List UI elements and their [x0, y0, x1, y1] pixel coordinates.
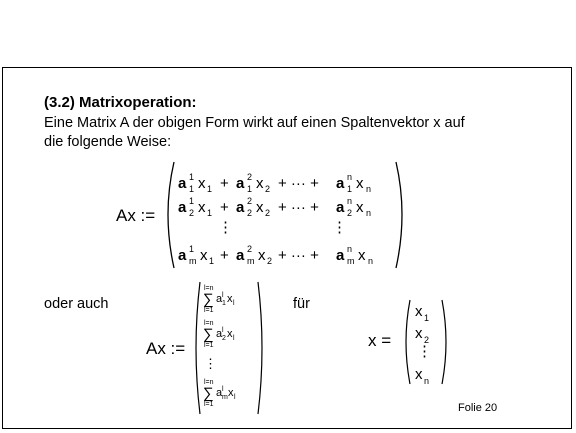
slide-number: Folie 20 — [458, 402, 498, 414]
svg-text:+: + — [220, 247, 229, 264]
svg-text:2: 2 — [247, 196, 253, 206]
svg-text:x: x — [415, 325, 423, 342]
fuer-text: für — [293, 296, 310, 312]
svg-text:a: a — [178, 247, 187, 264]
svg-text:∑: ∑ — [203, 291, 214, 308]
svg-text:1: 1 — [189, 196, 195, 206]
svg-text:x: x — [415, 366, 423, 383]
svg-text:n: n — [347, 172, 353, 182]
svg-text:2: 2 — [222, 335, 226, 342]
svg-text:2: 2 — [424, 335, 430, 345]
svg-text:m: m — [189, 256, 197, 266]
svg-text:2: 2 — [247, 172, 253, 182]
svg-text:n: n — [366, 184, 372, 194]
svg-text:x: x — [415, 303, 423, 320]
svg-text:x: x — [356, 175, 364, 192]
svg-text:l=1: l=1 — [204, 401, 214, 408]
svg-text:+: + — [220, 175, 229, 192]
matrix-row-1 — [178, 172, 371, 194]
section-title: (3.2) Matrixoperation: — [44, 94, 197, 111]
svg-text:n: n — [347, 196, 353, 206]
svg-text:x: x — [200, 247, 208, 264]
svg-text:l=1: l=1 — [204, 342, 214, 349]
svg-text:+ ··· +: + ··· + — [278, 247, 319, 264]
svg-text:m: m — [247, 256, 255, 266]
svg-text:l: l — [222, 327, 224, 334]
intro-text — [44, 114, 544, 152]
svg-text:n: n — [347, 244, 353, 254]
svg-text:l: l — [222, 292, 224, 299]
matrix-row-m — [178, 244, 373, 266]
svg-text:⋮: ⋮ — [417, 343, 432, 360]
svg-text:l: l — [233, 300, 235, 307]
svg-text:m: m — [222, 394, 228, 401]
sum-entry-m — [203, 379, 236, 408]
right-paren — [258, 282, 262, 414]
matrix-vdots — [218, 219, 347, 236]
sum-entry-2 — [203, 320, 235, 349]
svg-text:l: l — [233, 335, 235, 342]
svg-text:2: 2 — [265, 184, 271, 194]
intro-line-1: Eine Matrix A der obigen Form wirkt auf einen Spaltenvektor x auf — [44, 115, 465, 131]
svg-text:a: a — [336, 175, 345, 192]
svg-text:2: 2 — [265, 208, 271, 218]
svg-text:a: a — [236, 175, 245, 192]
svg-text:x: x — [258, 247, 266, 264]
svg-text:l=n: l=n — [204, 320, 214, 327]
svg-text:l=1: l=1 — [204, 307, 214, 314]
svg-text:a: a — [216, 328, 223, 340]
svg-text:n: n — [424, 376, 430, 386]
svg-text:⋮: ⋮ — [218, 219, 233, 236]
matrix-product-formula — [160, 158, 410, 273]
sum-vdots: ⋮ — [204, 356, 217, 371]
ax-definition-label: Ax := — [116, 206, 156, 225]
intro-line-2: die folgende Weise: — [44, 134, 172, 150]
svg-text:a: a — [336, 247, 345, 264]
svg-text:x: x — [358, 247, 366, 264]
svg-text:1: 1 — [209, 256, 215, 266]
svg-text:a: a — [178, 175, 187, 192]
svg-text:+ ··· +: + ··· + — [278, 175, 319, 192]
svg-text:a: a — [336, 199, 345, 216]
svg-text:1: 1 — [207, 184, 213, 194]
column-vector-x — [402, 298, 452, 388]
left-paren — [406, 300, 410, 384]
right-paren — [442, 300, 446, 384]
svg-text:x: x — [198, 199, 206, 216]
svg-text:x: x — [198, 175, 206, 192]
sum-notation-vector — [192, 280, 272, 420]
svg-text:x: x — [227, 293, 233, 305]
svg-text:l=n: l=n — [204, 379, 214, 386]
svg-text:1: 1 — [189, 184, 195, 194]
svg-text:l: l — [234, 394, 236, 401]
right-paren — [396, 162, 402, 268]
svg-text:2: 2 — [189, 208, 195, 218]
svg-text:1: 1 — [189, 172, 195, 182]
x-definition-label: x = — [368, 331, 392, 350]
svg-text:+ ··· +: + ··· + — [278, 199, 319, 216]
svg-text:a: a — [236, 247, 245, 264]
left-paren — [168, 162, 174, 268]
svg-text:⋮: ⋮ — [332, 219, 347, 236]
svg-text:2: 2 — [267, 256, 273, 266]
svg-text:1: 1 — [222, 300, 226, 307]
svg-text:a: a — [236, 199, 245, 216]
svg-text:x: x — [228, 387, 234, 399]
svg-text:a: a — [216, 387, 223, 399]
svg-text:1: 1 — [189, 244, 195, 254]
svg-text:2: 2 — [247, 208, 253, 218]
svg-text:1: 1 — [347, 184, 353, 194]
oder-auch-text: oder auch — [44, 296, 109, 312]
svg-text:a: a — [216, 293, 223, 305]
svg-text:x: x — [356, 199, 364, 216]
left-paren — [196, 282, 200, 414]
ax-sum-label: Ax := — [146, 339, 186, 358]
svg-text:2: 2 — [247, 244, 253, 254]
svg-text:+: + — [220, 199, 229, 216]
svg-text:∑: ∑ — [203, 326, 214, 343]
svg-text:x: x — [227, 328, 233, 340]
svg-text:1: 1 — [247, 184, 253, 194]
svg-text:1: 1 — [207, 208, 213, 218]
svg-text:x: x — [256, 175, 264, 192]
svg-text:n: n — [366, 208, 372, 218]
svg-text:m: m — [347, 256, 355, 266]
matrix-row-2 — [178, 196, 371, 218]
svg-text:l: l — [222, 386, 224, 393]
svg-text:1: 1 — [424, 313, 430, 323]
svg-text:x: x — [256, 199, 264, 216]
svg-text:∑: ∑ — [203, 385, 214, 402]
svg-text:n: n — [368, 256, 374, 266]
svg-text:2: 2 — [347, 208, 353, 218]
sum-entry-1 — [203, 285, 235, 314]
svg-text:l=n: l=n — [204, 285, 214, 292]
svg-text:a: a — [178, 199, 187, 216]
